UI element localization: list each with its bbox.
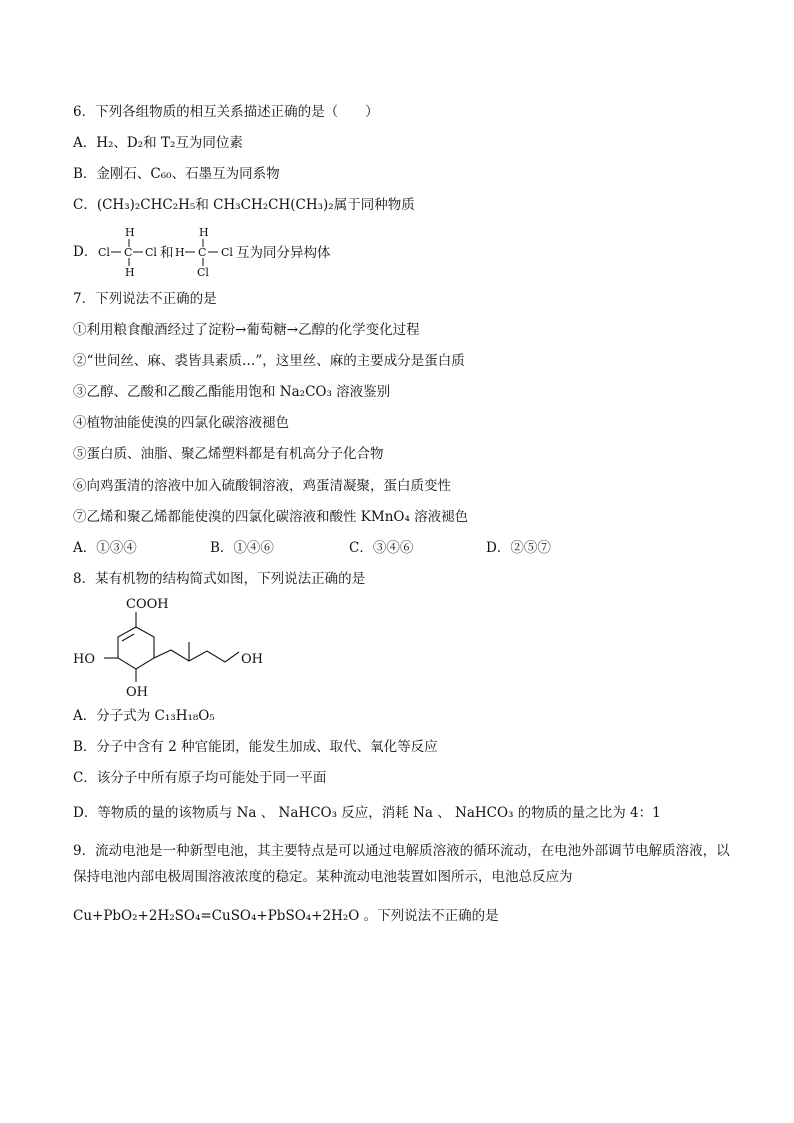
q7-option-b: B．①④⑥: [210, 540, 274, 556]
q8-molecule-structure: [70, 592, 280, 702]
q6-d-and: 和: [160, 245, 174, 261]
q7-option-c: C．③④⑥: [349, 540, 414, 556]
struct2-h-left: H: [175, 246, 185, 259]
q6-option-d-prefix: D．: [73, 244, 98, 260]
q9-equation: Cu+PbO₂+2H₂SO₄=CuSO₄+PbSO₄+2H₂O 。下列说法不正确的是: [73, 908, 499, 924]
q6-option-d-structures: [96, 223, 346, 281]
q8-stem: 8．某有机物的结构简式如图，下列说法正确的是: [73, 571, 366, 587]
struct2-h-top: H: [199, 226, 209, 239]
dichloromethane-structure-2: [175, 226, 233, 279]
q6-option-a: A．H₂、D₂和 T₂互为同位素: [73, 135, 243, 151]
q7-option-a: A．①③④: [73, 540, 137, 556]
struct2-cl-bottom: Cl: [197, 266, 209, 279]
q7-item-5: ⑤蛋白质、油脂、聚乙烯塑料都是有机高分子化合物: [73, 446, 384, 462]
struct1-cl-left: Cl: [98, 246, 110, 259]
q7-item-6: ⑥向鸡蛋清的溶液中加入硫酸铜溶液，鸡蛋清凝聚，蛋白质变性: [73, 478, 451, 494]
q7-option-d: D．②⑤⑦: [486, 540, 551, 556]
q7-item-7: ⑦乙烯和聚乙烯都能使溴的四氯化碳溶液和酸性 KMnO₄ 溶液褪色: [73, 509, 469, 525]
q7-options: [73, 539, 633, 557]
q8-option-b: B．分子中含有 2 种官能团，能发生加成、取代、氧化等反应: [73, 739, 438, 755]
struct1-cl-right: Cl: [145, 246, 157, 259]
struct2-cl-right: Cl: [221, 246, 233, 259]
q6-option-b: B．金刚石、C₆₀、石墨互为同系物: [73, 166, 280, 182]
q8-cooh-label: COOH: [126, 597, 169, 612]
struct2-c: C: [198, 246, 207, 259]
q6-option-c: C．(CH₃)₂CHC₂H₅和 CH₃CH₂CH(CH₃)₂属于同种物质: [73, 197, 415, 213]
q9-stem: 9．流动电池是一种新型电池，其主要特点是可以通过电解质溶液的循环流动，在电池外部调节电解质溶液，以保持电池内部电极周围溶液浓度的稳定。某种流动电池装置如图所示，电池总反应为: [73, 843, 730, 885]
struct1-c: C: [124, 246, 133, 259]
q6-d-suffix: 互为同分异构体: [236, 245, 331, 261]
q7-item-3: ③乙醇、乙酸和乙酸乙酯能用饱和 Na₂CO₃ 溶液鉴别: [73, 384, 391, 400]
dichloromethane-structure-1: [98, 226, 157, 279]
q8-option-d: D．等物质的量的该物质与 Na 、 NaHCO₃ 反应，消耗 Na 、 NaHCO₃ 的物质的量之比为 4：1: [73, 805, 661, 821]
q6-stem: 6．下列各组物质的相互关系描述正确的是（ ）: [73, 104, 379, 120]
struct1-h-bottom: H: [125, 266, 135, 279]
q8-option-a: A．分子式为 C₁₃H₁₈O₅: [73, 708, 215, 724]
q7-item-4: ④植物油能使溴的四氯化碳溶液褪色: [73, 415, 289, 431]
q7-item-2: ②“世间丝、麻、裘皆具素质…”，这里丝、麻的主要成分是蛋白质: [73, 353, 465, 369]
q8-ho-left-label: HO: [73, 652, 95, 667]
q8-oh-right-label: OH: [241, 652, 263, 667]
q8-option-c: C．该分子中所有原子均可能处于同一平面: [73, 770, 327, 786]
struct1-h-top: H: [125, 226, 135, 239]
q7-stem: 7．下列说法不正确的是: [73, 291, 217, 307]
q7-item-1: ①利用粮食酿酒经过了淀粉→葡萄糖→乙醇的化学变化过程: [73, 322, 420, 338]
q8-oh-bottom-label: OH: [126, 685, 148, 700]
